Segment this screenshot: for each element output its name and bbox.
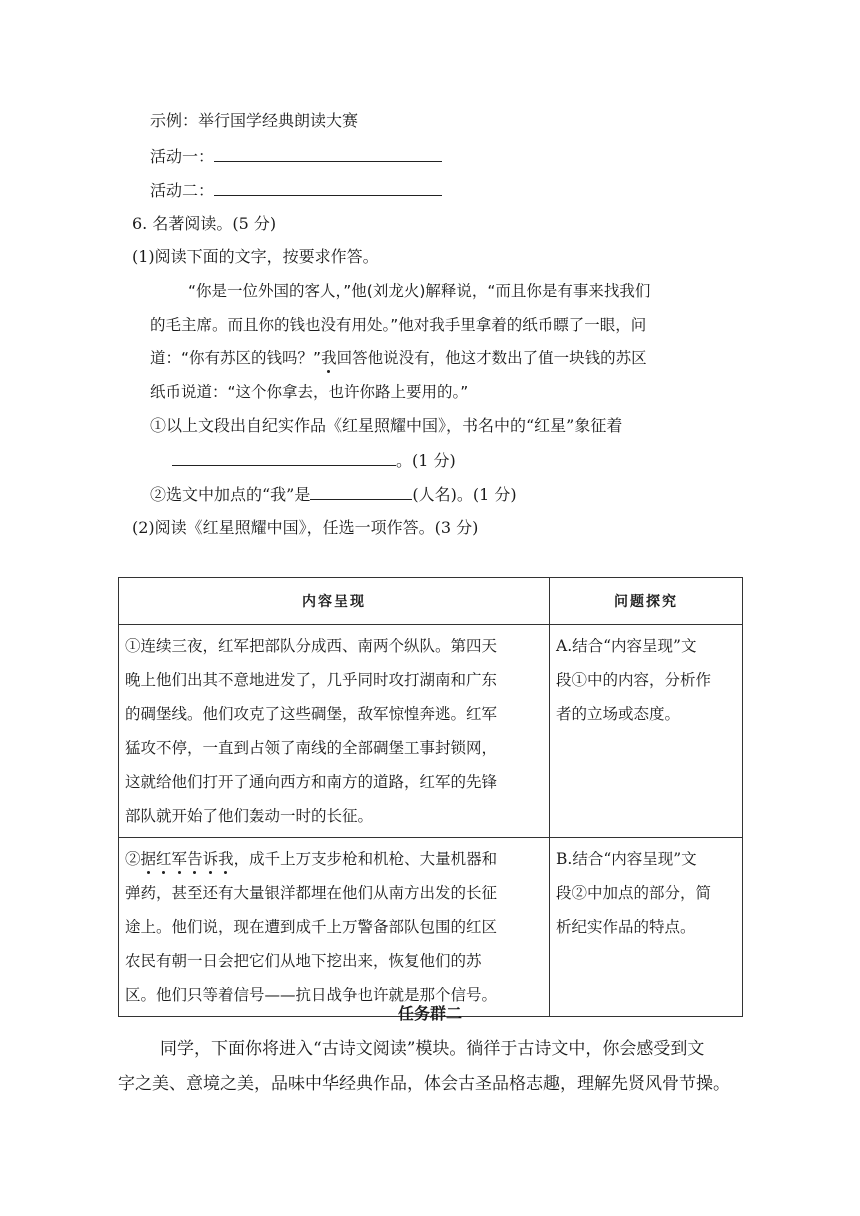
dotted-phrase	[141, 850, 234, 868]
row1-content-line: 猛攻不停，一直到占领了南线的全部碉堡工事封锁网，	[125, 739, 498, 757]
row1-content-line: ①连续三夜，红军把部队分成西、南两个纵队。第四天	[125, 637, 498, 655]
dotted-char: 告	[187, 850, 203, 868]
row2-line1-rest: ，成千上万支步枪和机枪、大量机器和	[233, 850, 498, 868]
row2-content-line: 弹药，甚至还有大量银洋都埋在他们从南方出发的长征	[125, 884, 498, 902]
activity1-blank[interactable]	[214, 145, 442, 162]
row2-content-line: 区。他们只等着信号——抗日战争也许就是那个信号。	[125, 986, 498, 1004]
passage-line-1: “你是一位外国的客人，”他(刘龙火)解释说，“而且你是有事来找我们	[188, 282, 651, 300]
row2-content	[119, 838, 550, 1017]
dotted-wo: 我	[321, 349, 337, 367]
row1-content	[119, 625, 550, 838]
row2-question	[550, 838, 743, 1017]
example-line	[150, 110, 358, 132]
row2-content-line	[125, 842, 543, 876]
example-label: 示例：举行国学经典朗读大赛	[150, 111, 359, 130]
activity2-blank[interactable]	[214, 179, 442, 196]
item1-question: ①以上文段出自纪实作品《红星照耀中国》，书名中的“红星”象征着	[150, 416, 623, 435]
section-2-intro-line-1: 同学，下面你将进入“古诗文阅读”模块。徜徉于古诗文中，你会感受到文	[160, 1039, 705, 1059]
passage-line-3	[150, 347, 647, 369]
table-header-row	[119, 578, 743, 625]
row2-prefix: ②	[125, 850, 141, 868]
row2-question-line: B.结合“内容呈现”文	[556, 850, 697, 868]
item2-blank[interactable]	[310, 483, 412, 500]
item1-answer-line	[172, 449, 456, 472]
dotted-char: 诉	[202, 850, 219, 868]
passage-line-3-pre: 道：“你有苏区的钱吗？”	[150, 349, 322, 367]
row2-content-line: 农民有朝一日会把它们从地下挖出来，恢复他们的苏	[125, 952, 482, 970]
row1-content-line: 部队就开始了他们轰动一时的长征。	[125, 807, 374, 825]
table-row	[119, 838, 743, 1017]
activity2-line	[150, 179, 442, 202]
row1-content-line: 这就给他们打开了通向西方和南方的道路，红军的先锋	[125, 773, 498, 791]
row1-content-line: 晚上他们出其不意地进发了，几乎同时攻打湖南和广东	[125, 671, 498, 689]
dotted-char: 我	[218, 850, 234, 868]
row1-question	[550, 625, 743, 838]
part2-instruction: (2)阅读《红星照耀中国》，任选一项作答。(3 分)	[132, 518, 479, 537]
row1-question-line: A.结合“内容呈现”文	[556, 637, 697, 655]
question-6-title: 6. 名著阅读。(5 分)	[132, 214, 277, 233]
item1-blank[interactable]	[172, 449, 396, 466]
row1-question-line: 者的立场或态度。	[556, 705, 681, 723]
header-content: 内容呈现	[119, 578, 550, 625]
dotted-char: 军	[171, 850, 188, 868]
task-table	[118, 577, 743, 1017]
dotted-char: 红	[156, 850, 172, 868]
part1-instruction: (1)阅读下面的文字，按要求作答。	[132, 247, 379, 266]
dotted-char: 据	[140, 850, 157, 868]
item2-question	[150, 483, 517, 506]
passage-line-2: 的毛主席。而且你的钱也没有用处。”他对我手里拿着的纸币瞟了一眼，问	[150, 316, 647, 334]
table-row	[119, 625, 743, 838]
header-question: 问题探究	[550, 578, 743, 625]
item1-score: 。(1 分)	[396, 451, 456, 470]
item2-post: (人名)。(1 分)	[412, 485, 517, 504]
passage-line-3-post: 回答他说没有，他这才数出了值一块钱的苏区	[336, 349, 647, 367]
passage-line-4: 纸币说道：“这个你拿去，也许你路上要用的。”	[150, 383, 469, 401]
row2-question-line: 段②中加点的部分，简	[556, 884, 712, 902]
activity1-line	[150, 145, 442, 168]
section-2-title: 任务群二	[397, 1004, 462, 1023]
row1-question-line: 段①中的内容，分析作	[556, 671, 712, 689]
row2-question-line: 析纪实作品的特点。	[556, 918, 696, 936]
section-2-intro-line-2: 字之美、意境之美，品味中华经典作品，体会古圣品格志趣，理解先贤风骨节操。	[118, 1074, 730, 1094]
item2-pre: ②选文中加点的“我”是	[150, 485, 311, 504]
row2-content-line: 途上。他们说，现在遭到成千上万警备部队包围的红区	[125, 918, 498, 936]
row1-content-line: 的碉堡线。他们攻克了这些碉堡，敌军惊惶奔逃。红军	[125, 705, 498, 723]
activity2-label: 活动二：	[150, 181, 215, 200]
activity1-label: 活动一：	[150, 147, 215, 166]
